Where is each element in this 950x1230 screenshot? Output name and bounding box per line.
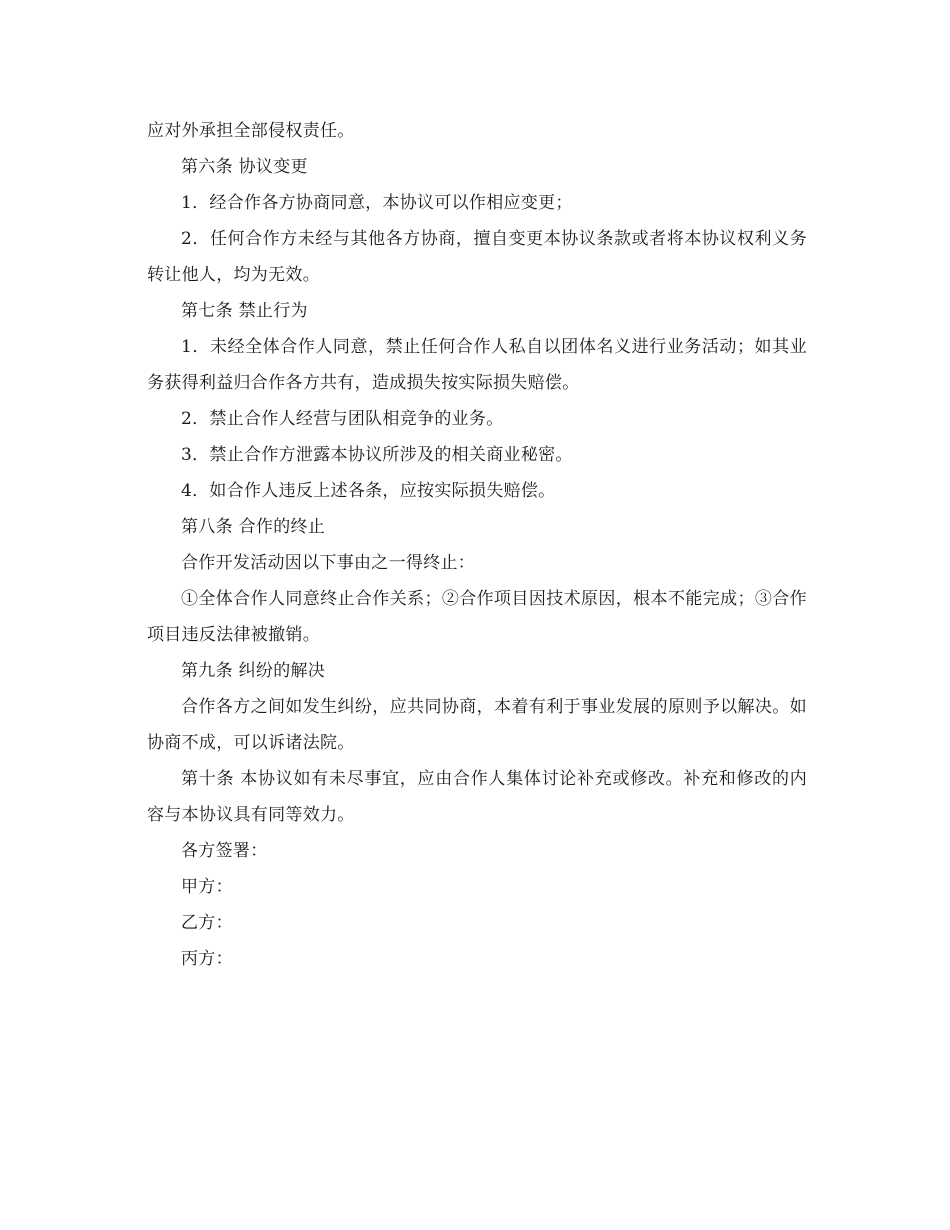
paragraph-continuation: 应对外承担全部侵权责任。 [147, 121, 355, 141]
article-7-clause-3: 3．禁止合作方泄露本协议所涉及的相关商业秘密。 [181, 445, 573, 465]
article-10-body: 第十条 本协议如有未尽事宜，应由合作人集体讨论补充或修改。补充和修改的内容与本协议具有同等效力。 [147, 769, 807, 825]
signature-party-a: 甲方： [181, 877, 233, 897]
article-6-clause-1: 1．经合作各方协商同意，本协议可以作相应变更； [181, 193, 573, 213]
article-6-clause-2: 2．任何合作方未经与其他各方协商，擅自变更本协议条款或者将本协议权利义务转让他人，均为无效。 [147, 229, 807, 285]
article-8-heading: 第八条 合作的终止 [181, 517, 326, 537]
article-7-clause-2: 2．禁止合作人经营与团队相竞争的业务。 [181, 409, 504, 429]
article-7-clause-4: 4．如合作人违反上述各条，应按实际损失赔偿。 [181, 481, 556, 501]
signature-party-b: 乙方： [181, 913, 233, 933]
article-7-clause-1: 1．未经全体合作人同意，禁止任何合作人私自以团体名义进行业务活动；如其业务获得利益归合作各方共有，造成损失按实际损失赔偿。 [147, 337, 807, 393]
signature-party-c: 丙方： [181, 949, 233, 969]
article-7-heading: 第七条 禁止行为 [181, 301, 308, 321]
article-9-heading: 第九条 纠纷的解决 [181, 661, 326, 681]
article-8-reasons: ①全体合作人同意终止合作关系；②合作项目因技术原因，根本不能完成；③合作项目违反法律被撤销。 [147, 589, 807, 645]
article-6-heading: 第六条 协议变更 [181, 157, 308, 177]
article-9-body: 合作各方之间如发生纠纷，应共同协商，本着有利于事业发展的原则予以解决。如协商不成，可以诉诸法院。 [147, 697, 807, 753]
signatures-heading: 各方签署： [181, 841, 268, 861]
article-8-intro: 合作开发活动因以下事由之一得终止： [181, 553, 476, 573]
document-body [147, 113, 807, 977]
